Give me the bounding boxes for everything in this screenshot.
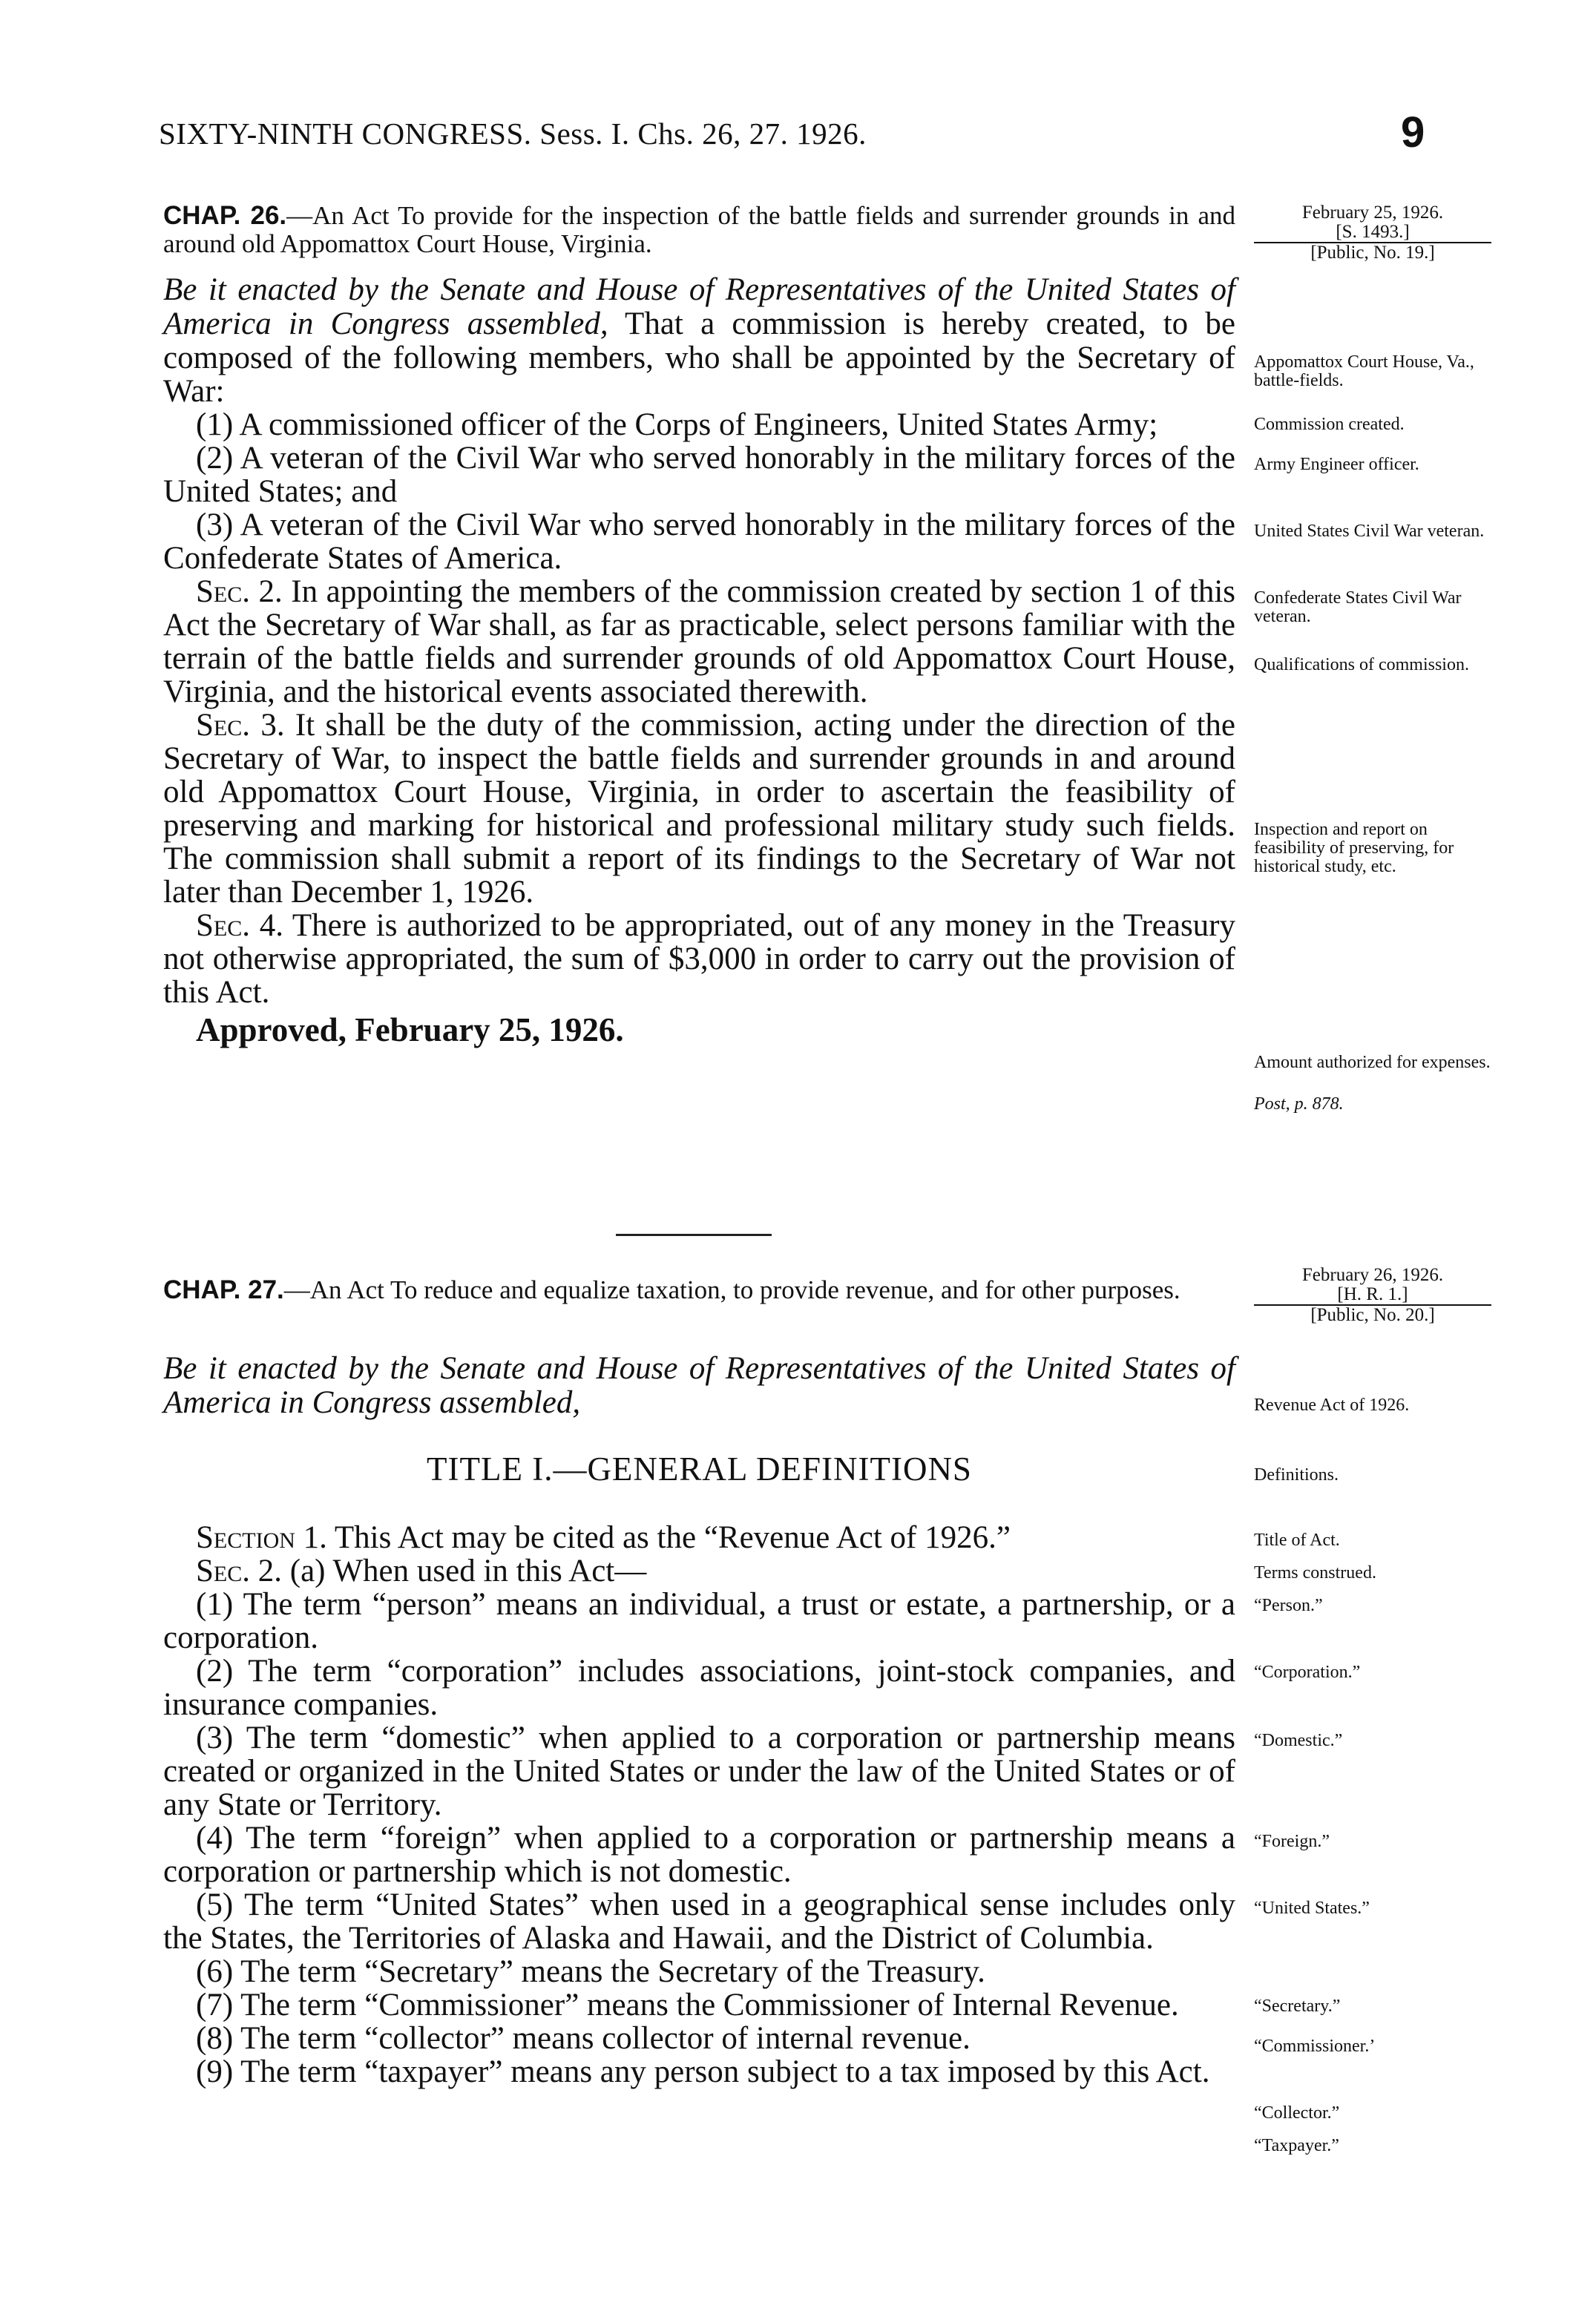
margin-title-of-act: Title of Act.	[1254, 1531, 1340, 1550]
margin-collector: “Collector.”	[1254, 2103, 1340, 2123]
enacting-rest: That a commission is hereby created, to be composed of the following members, who shall be appointed by the Secretary of War:	[163, 306, 1235, 409]
title-heading: TITLE I.—GENERAL DEFINITIONS	[427, 1450, 972, 1488]
margin-person: “Person.”	[1254, 1596, 1323, 1615]
margin-us-civil: United States Civil War veteran.	[1254, 522, 1485, 541]
margin-army: Army Engineer officer.	[1254, 455, 1419, 474]
margin-united-states: “United States.”	[1254, 1899, 1370, 1918]
chap27-label: CHAP. 27.	[163, 1275, 284, 1304]
chap26-item-2: (2) A veteran of the Civil War who served honorably in the military forces of the United States; and	[163, 441, 1235, 509]
sec-label: Sec. 3.	[196, 708, 285, 743]
chap26-approved: Approved, February 25, 1926.	[196, 1011, 624, 1048]
page-number: 9	[1401, 108, 1425, 157]
running-head: SIXTY-NINTH CONGRESS. Sess. I. Chs. 26, 27. 1926.	[159, 116, 867, 151]
chap26-sec3	[163, 709, 1235, 909]
chap26-body	[163, 273, 1235, 1047]
margin-qualifications: Qualifications of commission.	[1254, 655, 1469, 674]
definition-9: (9) The term “taxpayer” means any person subject to a tax imposed by this Act.	[196, 2054, 1210, 2089]
margin-terms: Terms construed.	[1254, 1563, 1376, 1583]
margin-foreign: “Foreign.”	[1254, 1832, 1330, 1851]
definition-8: (8) The term “collector” means collector of internal revenue.	[196, 2021, 971, 2056]
sec-text: (a) When used in this Act—	[282, 1554, 647, 1588]
chap27-public: [Public, No. 20.]	[1310, 1305, 1435, 1325]
definition-5: (5) The term “United States” when used in a geographical sense includes only the States, the Territories of Alaska and Hawaii, and the District of Columbia.	[163, 1887, 1235, 1956]
chap26-item-3: (3) A veteran of the Civil War who served honorably in the military forces of the Confederate States of America.	[163, 507, 1235, 576]
margin-amount: Amount authorized for expenses.	[1254, 1053, 1491, 1072]
chap26-margin-citation	[1254, 203, 1491, 263]
sec-text: In appointing the members of the commission created by section 1 of this Act the Secretary of War shall, as far as practicable, select persons familiar with the terrain of the battle fields and surrender grounds of old Appomattox Court House, Virginia, and the historical events associated therewith.	[163, 574, 1235, 709]
definition-2: (2) The term “corporation” includes associations, joint-stock companies, and insurance companies.	[163, 1654, 1235, 1722]
margin-revenue-act: Revenue Act of 1926.	[1254, 1396, 1410, 1415]
sec-label: Sec. 2.	[196, 574, 283, 609]
chap26-date: February 25, 1926.	[1301, 203, 1444, 223]
margin-corporation: “Corporation.”	[1254, 1663, 1361, 1682]
chap27-bill: [H. R. 1.]	[1337, 1284, 1408, 1304]
margin-secretary: “Secretary.”	[1254, 1997, 1341, 2016]
sec-text: It shall be the duty of the commission, acting under the direction of the Secretary of War, to inspect the battle fields and surrender grounds in and around old Appomattox Court House, Virginia, in order to ascertain the feasibility of preserving and marking for historical and professional military study such fields. The commission shall submit a report of its findings to the Secretary of War not later than December 1, 1926.	[163, 708, 1236, 910]
margin-commission: Commission created.	[1254, 415, 1405, 434]
margin-inspection: Inspection and report on feasibility of preserving, for historical study, etc.	[1254, 820, 1454, 876]
definition-3: (3) The term “domestic” when applied to a corporation or partnership means created or organized in the United States or under the law of the United States or of any State or Territory.	[163, 1721, 1235, 1822]
chap27-title: —An Act To reduce and equalize taxation, to provide revenue, and for other purposes.	[283, 1275, 1180, 1304]
chap26-label: CHAP. 26.	[163, 201, 287, 230]
chap27-body	[163, 1521, 1235, 2089]
margin-taxpayer: “Taxpayer.”	[1254, 2136, 1339, 2155]
chap27-enacting-clause: Be it enacted by the Senate and House of Representatives of the United States of America in Congress assembled,	[163, 1351, 1235, 1420]
chap27-heading	[163, 1276, 1235, 1304]
definition-6: (6) The term “Secretary” means the Secretary of the Treasury.	[196, 1954, 985, 1989]
definition-1: (1) The term “person” means an individual, a trust or estate, a partnership, or a corporation.	[163, 1587, 1235, 1655]
chap27-sec2	[163, 1554, 1235, 1588]
chapter-divider	[616, 1234, 772, 1236]
chap26-sec2	[163, 575, 1235, 709]
definition-7: (7) The term “Commissioner” means the Commissioner of Internal Revenue.	[196, 1988, 1179, 2022]
margin-definitions: Definitions.	[1254, 1465, 1339, 1485]
margin-confederate: Confederate States Civil War veteran.	[1254, 588, 1462, 626]
chap27-section1	[163, 1521, 1235, 1554]
sec-label: Sec. 4.	[196, 908, 283, 943]
sec-text: There is authorized to be appropriated, out of any money in the Treasury not otherwise appropriated, the sum of $3,000 in order to carry out the provision of this Act.	[163, 908, 1236, 1010]
margin-appomattox: Appomattox Court House, Va., battle-fields.	[1254, 352, 1474, 390]
sec-text: This Act may be cited as the “Revenue Act of 1926.”	[326, 1520, 1011, 1555]
sec-label: Sec. 2.	[196, 1554, 282, 1588]
chap26-title: —An Act To provide for the inspection of the battle fields and surrender grounds in and around old Appomattox Court House, Virginia.	[163, 201, 1236, 258]
chap26-sec4	[163, 909, 1235, 1009]
chap27-margin-citation	[1254, 1266, 1491, 1325]
sec-label: Section 1.	[196, 1520, 327, 1555]
chap26-heading	[163, 202, 1235, 258]
definition-4: (4) The term “foreign” when applied to a corporation or partnership means a corporation or partnership which is not domestic.	[163, 1821, 1235, 1889]
chap26-public: [Public, No. 19.]	[1310, 243, 1435, 263]
chap26-bill: [S. 1493.]	[1336, 222, 1410, 242]
margin-domestic: “Domestic.”	[1254, 1731, 1343, 1750]
chap26-enacting-clause	[163, 273, 1235, 408]
chap27-date: February 26, 1926.	[1301, 1265, 1444, 1285]
chap26-item-1: (1) A commissioned officer of the Corps of Engineers, United States Army;	[196, 407, 1158, 442]
enacting-italic: Be it enacted by the Senate and House of Representatives of the United States of America in Congress assembled,	[163, 272, 1235, 341]
margin-post: Post, p. 878.	[1254, 1094, 1344, 1114]
margin-commissioner: “Commissioner.’	[1254, 2037, 1376, 2056]
